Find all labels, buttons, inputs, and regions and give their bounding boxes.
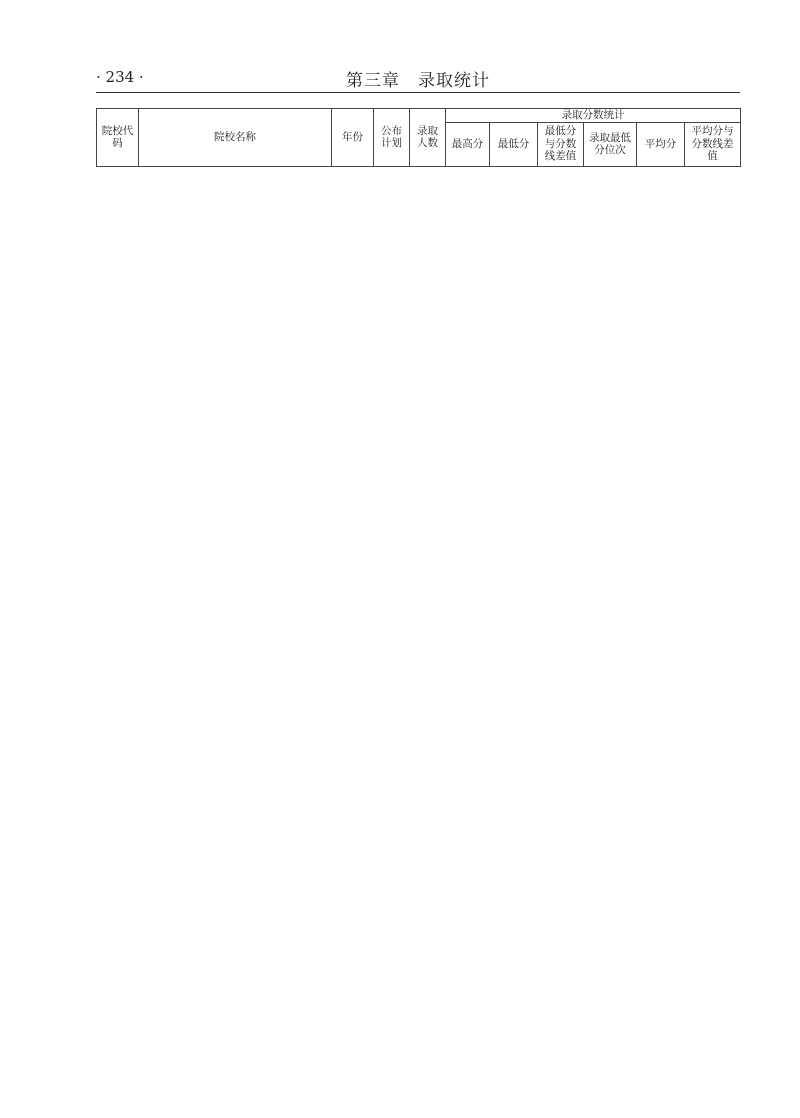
header-min-diff: 最低分与分数线差值 [538, 122, 584, 166]
page-number: · 234 · [96, 68, 144, 86]
page-header [96, 58, 740, 93]
header-name: 院校名称 [139, 109, 332, 167]
chapter-title: 第三章 录取统计 [346, 71, 490, 91]
header-avg: 平均分 [637, 122, 685, 166]
header-avg-diff: 平均分与分数线差值 [685, 122, 741, 166]
header-max: 最高分 [446, 122, 490, 166]
header-min-rank: 录取最低分位次 [584, 122, 637, 166]
header-code: 院校代码 [97, 109, 139, 167]
header-plan: 公布计划 [374, 109, 410, 167]
admission-table [96, 108, 741, 167]
header-admit: 录取人数 [410, 109, 446, 167]
header-year: 年份 [332, 109, 374, 167]
header-min: 最低分 [490, 122, 538, 166]
header-group-scores: 录取分数统计 [446, 109, 741, 123]
